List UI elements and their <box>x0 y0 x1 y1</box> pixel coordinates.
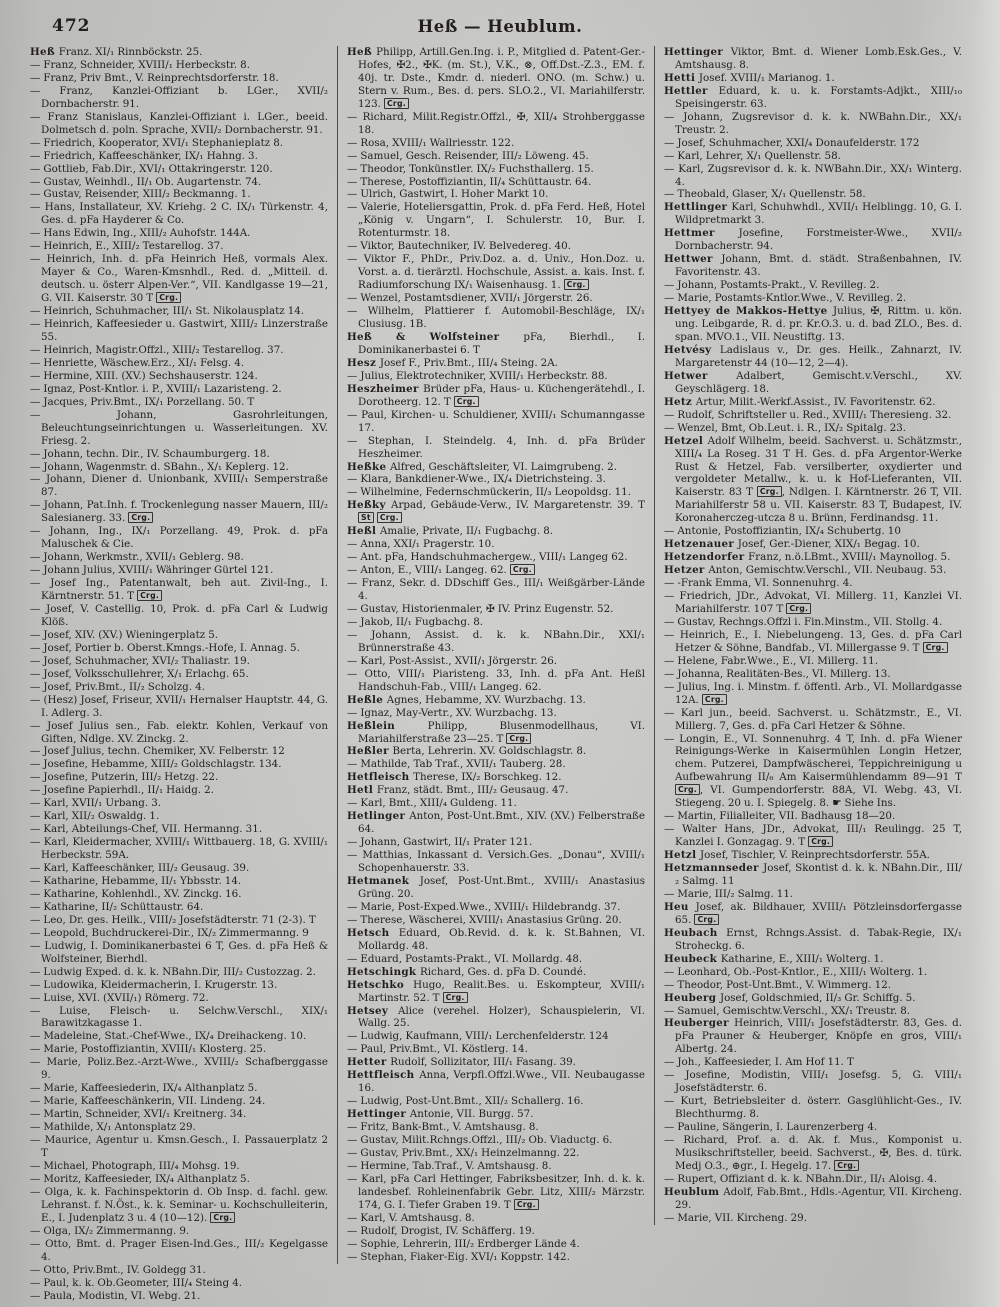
directory-entry: — Josef, Schuhmacher, XVI/₂ Thaliastr. 19. <box>30 654 250 667</box>
directory-entry: — Marie, VII. Kircheng. 29. <box>664 1211 807 1224</box>
boxed-abbreviation-tag: Crg. <box>834 1160 859 1171</box>
directory-entry: — Heinrich, Inh. d. pFa Heinrich Heß, vormals Alex. Mayer & Co., Waren-Kmsnhdl., Red. d. „Mitteil. d. deutsch. u. österr Alpen-Ver.“, VII. Kandlgasse 19—21, G. VII. Kaiserstr. 30 T Crg. <box>30 253 328 305</box>
page-header <box>0 14 1000 48</box>
boxed-abbreviation-tag: Crg. <box>443 992 468 1003</box>
directory-entry: — Therese, Wäscherei, XVIII/₁ Anastasius Grüng. 20. <box>347 913 622 926</box>
boxed-abbreviation-tag: Crg. <box>514 1199 539 1210</box>
directory-entry: — Klara, Bankdiener-Wwe., IX/₄ Dietrichsteing. 3. <box>347 473 606 486</box>
page-number: 472 <box>52 16 91 36</box>
directory-entry: — Franz, Kanzlei-Offiziant b. LGer., XVII/₂ Dornbacherstr. 91. <box>30 84 328 110</box>
directory-entry: — Luise, XVI. (XVII/₁) Römerg. 72. <box>30 991 209 1004</box>
directory-entry: — Leonhard, Ob.-Post-Kntlor., E., XIII/₁ Wolterg. 1. <box>664 965 928 978</box>
directory-entry: — Ludwig Exped. d. k. k. NBahn.Dir, III/₂ Custozzag. 2. <box>30 965 316 978</box>
directory-entry: Heßky Arpad, Gebäude-Verw., IV. Margaretenstr. 39. T St Crg. <box>347 499 646 523</box>
directory-entry: — Karl, XII/₂ Oswaldg. 1. <box>30 810 160 823</box>
directory-entry: Hettler Eduard, k. u. k. Forstamts-Adjkt., XIII/₁₀ Speisingerstr. 63. <box>664 84 962 110</box>
directory-entry: — Marie, Postoffiziantin, XVIII/₁ Klosterg. 25. <box>30 1043 267 1056</box>
directory-entry: — Josefine, Modistin, VIII/₁ Josefsg. 5, G. VIII/₁ Josefstädterstr. 6. <box>664 1069 962 1095</box>
directory-entry: — Rosa, XVIII/₁ Wallriesstr. 122. <box>347 136 515 149</box>
directory-entry: — Franz Stanislaus, Kanzlei-Offiziant i. LGer., beeid. Dolmetsch d. poln. Sprache, XVII/₂ Dornbacherstr. 91. <box>30 110 328 136</box>
directory-entry: Hesz Josef F., Priv.Bmt., III/₄ Steing. 2A. <box>347 356 558 369</box>
entry-surname: Heubeck <box>664 952 721 965</box>
directory-entry: — Richard, Milit.Registr.Offzl., ✠, XII/₄ Strohberggasse 18. <box>347 110 645 136</box>
directory-entry: Heß Philipp, Artill.Gen.Ing. i. P., Mitglied d. Patent-Ger.-Hofes, ✠2., ✠K. (m. St.), V.K., ⊗, Off.Dst.-Z.3., EM. f. 40j. tr. Dste., Kmdr. d. niederl. ONO. (m. Schw.) u. Stern v. Rum., Bes. d. pers. SLO.2., VI. Mariahilferstr. 123. Crg. <box>347 46 645 110</box>
directory-entry: Heuberger Heinrich, VIII/₁ Josefstädterstr. 83, Ges. d. pFa Prauner & Heuberger, Knöpfe en gros, VIII/₁ Albertg. 24. <box>664 1017 962 1056</box>
directory-entry: — Antonie, Postoffiziantin, IX/₄ Schubertg. 10 <box>664 525 901 538</box>
entry-surname: Hetzel <box>664 434 708 447</box>
entry-surname: Hetti <box>664 71 699 84</box>
directory-entry: — Katharine, Hebamme, II/₁ Ybbsstr. 14. <box>30 875 242 887</box>
directory-entry: — Hermine, Tab.Traf., V. Amtshausg. 8. <box>347 1159 552 1172</box>
directory-entry: — Olga, k. k. Fachinspektorin d. Ob Insp. d. fachl. gew. Lehranst. f. N.Öst., k. k. Seminar- u. Kochschulleiterin, E., I. Judenplatz 3 u. 4 (10—12). Crg. <box>30 1185 328 1224</box>
entry-surname: Hettwer <box>664 253 722 266</box>
entry-surname: Heßl <box>347 525 380 538</box>
directory-entry: — Johanna, Realitäten-Bes., VI. Millerg. 13. <box>664 667 891 680</box>
entry-surname: Hettlinger <box>664 201 732 214</box>
directory-entry: — Henriette, Wäschew.Erz., XI/₁ Felsg. 4. <box>30 356 245 369</box>
directory-entry: — Johann, Diener d. Unionbank, XVIII/₁ Semperstraße 87. <box>30 473 328 499</box>
directory-entry: — Ignaz, Post-Kntlor. i. P., XVIII/₁ Lazaristeng. 2. <box>30 382 282 395</box>
directory-entry: — Kurt, Betriebsleiter d. österr. Gasglühlicht-Ges., IV. Blechthurmg. 8. <box>664 1095 962 1121</box>
directory-entry: — Gustav, Rechngs.Offzl i. Fin.Minstm., VII. Stollg. 4. <box>664 615 943 628</box>
entry-surname: Hetzendorfer <box>664 551 749 564</box>
entry-surname: Heu <box>664 900 696 913</box>
entry-surname: Heßlein <box>347 719 428 732</box>
boxed-abbreviation-tag: Crg. <box>808 836 833 847</box>
entry-surname: Hetzl <box>664 849 700 862</box>
directory-entry: — Otto, VIII/₁ Piaristeng. 33, Inh. d. pFa Ant. Heßl Handschuh-Fab., VIII/₁ Langeg. 62. <box>347 667 645 693</box>
directory-entry: — Karl, Lehrer, X/₁ Quellenstr. 58. <box>664 149 841 162</box>
entry-surname: Heszheimer <box>347 382 424 395</box>
directory-entry: — Theodor, Tonkünstler. IX/₂ Fuchsthallerg. 15. <box>347 162 594 175</box>
entry-surname: Heubach <box>664 926 727 939</box>
directory-entry: Heubeck Katharine, E., XIII/₁ Wolterg. 1. <box>664 952 884 965</box>
directory-entry: — Rudolf, Schriftsteller u. Red., XVIII/₁ Theresieng. 32. <box>664 408 952 421</box>
directory-entry: — Ignaz, May-Vertr., XV. Wurzbachg. 13. <box>347 706 557 719</box>
directory-entry: — Paul, Kirchen- u. Schuldiener, XVIII/₁ Schumanngasse 17. <box>347 408 645 434</box>
directory-entry: Hettyey de Makkos-Hettye Julius, ✠, Rittm. u. kön. ung. Leibgarde, R. d. pr. Kr.O.3. u. d. bad ZLO., Bes. d. span. MVO.1., VII. Neustiftg. 13. <box>664 305 962 343</box>
directory-entry: — Paul, k. k. Ob.Geometer, III/₄ Steing 4. <box>30 1276 243 1289</box>
directory-entry: — Josef, V. Castellig. 10, Prok. d. pFa Carl & Ludwig Klöß. <box>30 602 328 628</box>
directory-entry: — Heinrich, E., XIII/₂ Testarellog. 37. <box>30 240 224 253</box>
directory-entry: — Helene, Fabr.Wwe., E., VI. Millerg. 11. <box>664 654 878 667</box>
directory-entry: — Marie, III/₂ Salmg. 11. <box>664 887 794 900</box>
directory-entry: — Eduard, Postamts-Prakt., VI. Mollardg. 48. <box>347 952 583 965</box>
directory-entry: — Johann, Assist. d. k. k. NBahn.Dir., XXI/₁ Brünnerstraße 43. <box>347 628 645 654</box>
directory-entry: Hetlinger Anton, Post-Unt.Bmt., XIV. (XV.) Felberstraße 64. <box>347 810 645 836</box>
directory-entry: — Longin, E., VI. Sonnenuhrg. 4 T, Inh. d. pFa Wiener Reinigungs-Werke in Kaisermühlen Longin Hetzer, chem. Putzerei, Dampfwäscherei, Teppichreinigung u Aufbewahrung II/₆ Am Kaisermühlendamm 89—91 T Crg. , VI. Gumpendorferstr. 88A, VI. Webg. 43, VI. Stiegeng. 20 u. I. Spiegelg. 8. ☛ Siehe Ins. <box>664 732 962 810</box>
directory-entry: Hetsey Alice (verehel. Holzer), Schauspielerin, VI. Wallg. 25. <box>347 1004 645 1030</box>
entry-surname: Heß <box>347 46 377 58</box>
directory-entry: — Wenzel, Postamtsdiener, XVII/₁ Jörgerstr. 26. <box>347 292 593 305</box>
entry-surname: Heßke <box>347 460 390 473</box>
directory-entry: — Stephan, I. Steindelg. 4, Inh. d. pFa Brüder Heszheimer. <box>347 434 645 460</box>
directory-entry: — Marie, Kaffeesiederin, IX/₄ Althanplatz 5. <box>30 1082 258 1095</box>
directory-entry: Hetzmannseder Josef, Skontist d. k. k. NBahn.Dir., III/₂ Salmg. 11 <box>664 862 962 887</box>
directory-entry: Hetz Artur, Milit.-Werkf.Assist., IV. Favoritenstr. 62. <box>664 395 936 408</box>
directory-entry: — Jacques, Priv.Bmt., IX/₁ Porzellang. 50. T <box>30 395 255 408</box>
directory-entry: — Josef Ing., Patentanwalt, beh aut. Zivil-Ing., I. Kärntnerstr. 51. T Crg. <box>30 577 328 603</box>
directory-entry: — Samuel, Gesch. Reisender, III/₂ Löweng. 45. <box>347 149 589 162</box>
directory-entry: Hettwer Johann, Bmt. d. städt. Straßenbahnen, IV. Favoritenstr. 43. <box>664 253 963 279</box>
boxed-abbreviation-tag: Crg. <box>702 694 727 705</box>
directory-entry: Heß Franz. XI/₁ Rinnböckstr. 25. <box>30 46 203 58</box>
entry-surname: Hetvésy <box>664 343 720 356</box>
directory-entry: — Fritz, Bank-Bmt., V. Amtshausg. 8. <box>347 1121 539 1134</box>
column-2 <box>337 46 645 1264</box>
directory-entry: — Karl, Post-Assist., XVII/₁ Jörgerstr. 26. <box>347 654 558 667</box>
directory-entry: — Josef Julius, techn. Chemiker, XV. Felberstr. 12 <box>30 745 285 758</box>
directory-entry: — Franz, Priv Bmt., V. Reinprechtsdorferstr. 18. <box>30 71 279 84</box>
directory-entry: — Richard, Prof. a. d. Ak. f. Mus., Komponist u. Musikschriftsteller, beeid. Sachverst., ✠, Bes. d. türk. Medj O.3., ⊕gr., I. Hegelg. 17. Crg. <box>664 1134 962 1172</box>
boxed-abbreviation-tag: Crg. <box>137 590 162 601</box>
directory-entry: — Mathilde, X/₁ Antonsplatz 29. <box>30 1121 196 1134</box>
directory-entry: — Viktor, Bautechniker, IV. Belvedereg. 40. <box>347 240 571 253</box>
directory-entry: — Julius, Ing. i. Minstm. f. öffentl. Arb., VI. Mollardgasse 12A. Crg. <box>664 680 962 706</box>
directory-entry: — Samuel, Gemischtw.Verschl., XX/₁ Treustr. 8. <box>664 1004 911 1017</box>
directory-entry: — Ludowika, Kleidermacherin, I. Krugerstr. 13. <box>30 978 278 991</box>
directory-entry: — Karl, Kleidermacher, XVIII/₁ Wittbauerg. 18, G. XVIII/₁ Herbeckstr. 59A. <box>30 836 328 862</box>
directory-entry: — Pauline, Sängerin, I. Laurenzerberg 4. <box>664 1121 878 1134</box>
entry-surname: Hettinger <box>664 46 731 58</box>
directory-entry: — Leopold, Buchdruckerei-Dir., IX/₂ Zimmermanng. 9 <box>30 926 309 939</box>
directory-entry: Heublum Adolf, Fab.Bmt., Hdls.-Agentur, VII. Kircheng. 29. <box>664 1185 962 1211</box>
entry-surname: Heßle <box>347 693 387 706</box>
boxed-abbreviation-tag: Crg. <box>210 1212 235 1223</box>
directory-entry: Hettmer Josefine, Forstmeister-Wwe., XVII/₂ Dornbacherstr. 94. <box>664 227 962 253</box>
directory-entry: Hettinger Viktor, Bmt. d. Wiener Lomb.Esk.Ges., V. Amtshausg. 8. <box>664 46 962 71</box>
directory-entry: — Friedrich, Kaffeeschänker, IX/₁ Hahng. 3. <box>30 149 258 162</box>
directory-columns <box>30 46 972 1302</box>
directory-entry: Hetti Josef. XVIII/₁ Marianog. 1. <box>664 71 835 84</box>
boxed-abbreviation-tag: Crg. <box>675 784 700 795</box>
directory-entry: — Johann, Werkmstr., XVII/₁ Geblerg. 98. <box>30 551 244 564</box>
entry-surname: Hetfleisch <box>347 771 414 784</box>
directory-entry: — Ulrich, Gastwirt, I. Hoher Markt 10. <box>347 188 549 201</box>
entry-surname: Hetter <box>347 1056 391 1069</box>
directory-entry: — Johann, Zugsrevisor d. k. k. NWBahn.Dir., XX/₁ Treustr. 2. <box>664 110 962 136</box>
directory-entry: — Gottlieb, Fab.Dir., XVI/₁ Ottakringerstr. 120. <box>30 162 273 175</box>
boxed-abbreviation-tag: Crg. <box>454 396 479 407</box>
directory-entry: — Martin, Filialleiter, VII. Badhausg 18—20. <box>664 810 896 823</box>
directory-entry: — Anna, XXI/₁ Pragerstr. 10. <box>347 538 495 551</box>
boxed-abbreviation-tag: Crg. <box>156 292 181 303</box>
directory-entry: Hetschingk Richard, Ges. d. pFa D. Coundé. <box>347 965 587 978</box>
boxed-abbreviation-tag: Crg. <box>384 98 409 109</box>
directory-entry: Hetzenauer Josef, Ger.-Diener, XIX/₁ Begag. 10. <box>664 538 920 551</box>
directory-entry: — Heinrich, Kaffeesieder u. Gastwirt, XIII/₂ Linzerstraße 55. <box>30 318 328 343</box>
directory-entry: Hetvésy Ladislaus v., Dr. ges. Heilk., Zahnarzt, IV. Margaretenstr 44 (10—12, 2—4). <box>664 343 962 369</box>
directory-entry: — Karl, V. Amtshausg. 8. <box>347 1211 475 1224</box>
directory-entry: — Johann, Postamts-Prakt., V. Revilleg. 2. <box>664 279 880 292</box>
entry-surname: Hetschko <box>347 978 414 991</box>
directory-entry: — Katharine, II/₂ Schüttaustr. 64. <box>30 900 204 913</box>
directory-entry: — Maurice, Agentur u. Kmsn.Gesch., I. Passauerplatz 2 T <box>30 1134 328 1160</box>
directory-entry: — Franz, Schneider, XVIII/₁ Herbeckstr. 8. <box>30 58 250 71</box>
directory-entry: — (Hesz) Josef, Friseur, XVII/₁ Hernalser Hauptstr. 44, G. I. Adlerg. 3. <box>30 693 328 719</box>
entry-surname: Hettmer <box>664 227 739 240</box>
directory-entry: Hetl Franz, städt. Bmt., III/₂ Geusaug. 47. <box>347 784 569 797</box>
directory-entry: Hetschko Hugo, Realit.Bes. u. Eskompteur, XVIII/₁ Martinstr. 52. T Crg. <box>347 978 645 1004</box>
directory-entry: — Franz, Sekr. d. DDschiff Ges., III/₁ Weißgärber-Lände 4. <box>347 577 645 603</box>
directory-entry: — Johann, Gastwirt, II/₁ Prater 121. <box>347 836 533 849</box>
directory-entry: — Johann, techn. Dir., IV. Schaumburgerg. 18. <box>30 447 270 460</box>
entry-surname: Heublum <box>664 1185 724 1198</box>
entry-surname: Hettfleisch <box>347 1069 420 1082</box>
directory-entry: Hetzendorfer Franz, n.ö.LBmt., XVIII/₁ Maynollog. 5. <box>664 551 951 564</box>
directory-entry: Heszheimer Brüder pFa, Haus- u. Küchengerätehdl., I. Dorotheerg. 12. T Crg. <box>347 382 645 408</box>
directory-entry: Hettinger Antonie, VII. Burgg. 57. <box>347 1108 534 1121</box>
directory-entry: — Theobald, Glaser, X/₁ Quellenstr. 58. <box>664 188 866 201</box>
boxed-abbreviation-tag: Crg. <box>377 512 402 523</box>
boxed-abbreviation-tag: Crg. <box>757 486 782 497</box>
boxed-abbreviation-tag: St <box>358 512 374 523</box>
directory-entry: — Sophie, Lehrerin, III/₂ Erdberger Lände 4. <box>347 1237 580 1250</box>
directory-entry: — Moritz, Kaffeesieder, IX/₄ Althanplatz 5. <box>30 1172 250 1185</box>
entry-surname: Hetzer <box>664 564 709 577</box>
entry-surname: Hetwer <box>664 369 737 382</box>
directory-entry: — Viktor F., PhDr., Priv.Doz. a. d. Univ., Hon.Doz. u. Vorst. a. d. tierärztl. Hochschule, Assist. a. kais. Inst. f. Radiumforschung IX/₁ Waisenhausg. 1. Crg. <box>347 253 645 292</box>
entry-surname: Hetzenauer <box>664 538 738 551</box>
directory-entry: — Gustav, Priv.Bmt., XX/₁ Heinzelmanng. 22. <box>347 1147 580 1160</box>
entry-surname: Heuberger <box>664 1017 735 1030</box>
directory-entry: Heubach Ernst, Rchngs.Assist. d. Tabak-Regie, IX/₁ Stroheckg. 6. <box>664 926 962 952</box>
entry-surname: Hetsey <box>347 1004 399 1017</box>
column-1 <box>30 46 328 1302</box>
directory-entry: — Martin, Schneider, XVI/₁ Kreitnerg. 34. <box>30 1108 247 1121</box>
directory-entry: — Hans, Installateur, XV. Kriehg. 2 C. IX/₁ Türkenstr. 4, Ges. d. pFa Hayderer & Co. <box>30 201 328 227</box>
column-3 <box>654 46 962 1225</box>
directory-entry: — Ludwig, Kaufmann, VIII/₁ Lerchenfelderstr. 124 <box>347 1030 609 1043</box>
page-title: Heß — Heublum. <box>417 17 583 36</box>
directory-entry: — Matthias, Inkassant d. Versich.Ges. „Donau“, XVIII/₁ Schopenhauerstr. 33. <box>347 849 645 875</box>
directory-entry: — Hermine, XIII. (XV.) Sechshauserstr. 124. <box>30 369 258 382</box>
directory-entry: — Josef, XIV. (XV.) Wieningerplatz 5. <box>30 628 219 641</box>
directory-entry: Hettfleisch Anna, Verpfl.Offzl.Wwe., VII. Neubaugasse 16. <box>347 1069 645 1095</box>
directory-entry: — Theodor, Post-Unt.Bmt., V. Wimmerg. 12. <box>664 978 892 991</box>
entry-surname: Hetzmannseder <box>664 862 764 875</box>
directory-entry: — Otto, Priv.Bmt., IV. Goldegg 31. <box>30 1263 206 1276</box>
directory-entry: — Karl, Zugsrevisor d. k. k. NWBahn.Dir., XX/₁ Winterg. 4. <box>664 162 962 188</box>
entry-surname: Heß & Wolfsteiner <box>347 330 524 343</box>
directory-entry: — Wilhelm, Plattierer f. Automobil-Beschläge, IX/₁ Clusiusg. 1B. <box>347 305 645 331</box>
directory-entry: Hetfleisch Therese, IX/₂ Borschkeg. 12. <box>347 771 562 784</box>
entry-surname: Hettler <box>664 84 719 97</box>
directory-entry: — Mathilde, Tab Traf., XVII/₁ Tauberg. 28. <box>347 758 566 771</box>
directory-entry: — Karl jun., beeid. Sachverst. u. Schätzmstr., E., VI. Millerg. 7, Ges. d. pFa Carl Hetzer & Söhne. <box>664 706 962 732</box>
directory-entry: — Heinrich, Schuhmacher, III/₁ St. Nikolausplatz 14. <box>30 305 305 318</box>
directory-entry: — Friedrich, Kooperator, XVI/₁ Stephanieplatz 8. <box>30 136 284 149</box>
directory-entry: — Karl, XVII/₁ Urbang. 3. <box>30 797 162 810</box>
directory-entry: — Marie, Post-Exped.Wwe., XVIII/₁ Hildebrandg. 37. <box>347 900 621 913</box>
directory-entry: Heuberg Josef, Goldschmied, II/₃ Gr. Schiffg. 5. <box>664 991 916 1004</box>
directory-entry: — Johann, Wagenmstr. d. SBahn., X/₁ Keplerg. 12. <box>30 460 289 473</box>
directory-entry: — Josef, Priv.Bmt., II/₂ Scholzg. 4. <box>30 680 205 693</box>
directory-entry: Hetzer Anton, Gemischtw.Verschl., VII. Neubaug. 53. <box>664 564 947 577</box>
directory-entry: Hetwer Adalbert, Gemischt.v.Verschl., XV. Geyschlägerg. 18. <box>664 369 962 395</box>
directory-entry: — Josefine, Hebamme, XIII/₂ Goldschlagstr. 134. <box>30 758 282 771</box>
directory-entry: Hetter Rudolf, Sollizitator, III/₁ Fasang. 39. <box>347 1056 576 1069</box>
directory-entry: — Paul, Priv.Bmt., VI. Köstlerg. 14. <box>347 1043 528 1056</box>
directory-entry: — Gustav, Milit.Rchngs.Offzl., III/₂ Ob. Viaductg. 6. <box>347 1134 613 1147</box>
directory-entry: — -Frank Emma, VI. Sonnenuhrg. 4. <box>664 577 853 590</box>
directory-entry: — Heinrich, Magistr.Offzl., XIII/₂ Testarellog. 37. <box>30 343 284 356</box>
boxed-abbreviation-tag: Crg. <box>786 603 811 614</box>
directory-entry: Hetzel Adolf Wilhelm, beeid. Sachverst. u. Schätzmstr., XIII/₄ La Roseg. 31 T H. Ges. d. pFa Argentor-Werke Rust & Hetzel, Fab. versilberter, oxydierter und vergoldeter Metallw., k. u. k Hof-Lieferanten, VII. Kaiserstr. 83 T Crg. , Ndlgen. I. Kärntnerstr. 26 T, VII. Mariahilferstr 58 u. VII. Kaiserstr. 83 T, Budapest, IV. Koronaherczeg-utcza 8 u. Brünn, Ferdinandsg. 11. <box>664 434 962 525</box>
directory-entry: Hetsch Eduard, Ob.Revid. d. k. k. St.Bahnen, VI. Mollardg. 48. <box>347 926 645 952</box>
directory-entry: — Madeleine, Stat.-Chef-Wwe., IX/₄ Dreihackeng. 10. <box>30 1030 307 1043</box>
directory-entry: — Paula, Modistin, VI. Webg. 21. <box>30 1289 201 1302</box>
entry-surname: Hetmanek <box>347 875 420 887</box>
directory-entry: — Jakob, II/₁ Fugbachg. 8. <box>347 615 484 628</box>
directory-entry: Heßlein Philipp, Blusenmodellhaus, VI. Mariahilferstraße 23—25. T Crg. <box>347 719 646 745</box>
directory-entry: — Heinrich, E., I. Niebelungeng. 13, Ges. d. pFa Carl Hetzer & Söhne, Bandfab., VI. Millergasse 9. T Crg. <box>664 628 962 654</box>
entry-surname: Hetl <box>347 784 377 797</box>
directory-entry: — Marie, Postamts-Kntlor.Wwe., V. Revilleg. 2. <box>664 292 907 305</box>
boxed-abbreviation-tag: Crg. <box>128 512 153 523</box>
directory-entry: Heßle Agnes, Hebamme, XV. Wurzbachg. 13. <box>347 693 586 706</box>
directory-entry: — Luise, Fleisch- u. Selchw.Verschl., XIX/₁ Barawitzkagasse 1. <box>30 1004 328 1030</box>
directory-entry: — Hans Edwin, Ing., XIII/₂ Auhofstr. 144A. <box>30 227 251 240</box>
directory-entry: — Ant. pFa, Handschuhmachergew., VIII/₁ Langeg 62. <box>347 551 628 564</box>
directory-entry: — Karl, Abteilungs-Chef, VII. Hermanng. 31. <box>30 823 263 836</box>
directory-entry: — Johann, Gasrohrleitungen, Beleuchtungseinrichtungen u. Wasserleitungen. XV. Friesg. 2. <box>30 408 328 447</box>
directory-entry: — Katharine, Kohlenhdl., XV. Zinckg. 16. <box>30 887 242 900</box>
entry-surname: Hetschingk <box>347 965 421 978</box>
entry-surname: Heuberg <box>664 991 720 1004</box>
entry-surname: Heßky <box>347 499 392 512</box>
directory-entry: — Marie, Poliz.Bez.-Arzt-Wwe., XVIII/₂ Schafberggasse 9. <box>30 1056 328 1082</box>
directory-entry: — Josef Julius sen., Fab. elektr. Kohlen, Verkauf von Giften, Ndlge. XV. Zinckg. 2. <box>30 719 328 745</box>
directory-entry: — Stephan, Fiaker-Eig. XVI/₁ Koppstr. 142. <box>347 1250 570 1263</box>
directory-entry: — Karl, Kaffeeschänker, III/₂ Geusaug. 39. <box>30 862 250 875</box>
directory-entry: — Karl, pFa Carl Hettinger, Fabriksbesitzer, Inh. d. k. k. landesbef. Rohleinenfabrik Gebr. Litz, XIII/₂ Märzstr. 174, G. I. Tiefer Graben 19. T Crg. <box>347 1172 645 1211</box>
boxed-abbreviation-tag: Crg. <box>506 733 531 744</box>
directory-entry: — Johann Julius, XVIII/₁ Währinger Gürtel 121. <box>30 564 274 577</box>
directory-entry: — Otto, Bmt. d. Prager Eisen-Ind.Ges., III/₂ Kegelgasse 4. <box>30 1237 328 1263</box>
entry-surname: Hesz <box>347 356 380 369</box>
directory-entry: — Gustav, Weinhdl., II/₁ Ob. Augartenstr. 74. <box>30 175 262 188</box>
directory-entry: — Rudolf, Drogist, IV. Schäfferg. 19. <box>347 1224 535 1237</box>
directory-entry: — Therese, Postoffiziantin, II/₄ Schüttaustr. 64. <box>347 175 592 188</box>
directory-entry: — Anton, E., VIII/₁ Langeg. 62. Crg. <box>347 564 645 577</box>
directory-entry: — Ludwig, I. Dominikanerbastei 6 T, Ges. d. pFa Heß & Wolfsteiner, Bierhdl. <box>30 939 328 965</box>
directory-entry: — Josef, Portier b. Oberst.Kmngs.-Hofe, I. Annag. 5. <box>30 641 300 654</box>
directory-entry: — Olga, IX/₂ Zimmermanng. 9. <box>30 1224 190 1237</box>
entry-surname: Hettinger <box>347 1108 410 1121</box>
directory-entry: — Michael, Photograph, III/₄ Mohsg. 19. <box>30 1159 240 1172</box>
entry-surname: Hetsch <box>347 926 399 939</box>
directory-entry: — Leo, Dr. ges. Heilk., VIII/₂ Josefstädterstr. 71 (2-3). T <box>30 913 316 926</box>
directory-entry: — Gustav, Historienmaler, ✠ IV. Prinz Eugenstr. 52. <box>347 602 614 615</box>
entry-surname: Heß <box>30 46 59 58</box>
entry-surname: Hetlinger <box>347 810 410 823</box>
directory-entry: Heß & Wolfsteiner pFa, Bierhdl., I. Dominikanerbastei 6. T <box>347 330 645 356</box>
directory-entry: — Wenzel, Bmt, Ob.Leut. i. R., IX/₂ Spitalg. 23. <box>664 421 907 434</box>
directory-entry: — Wilhelmine, Federnschmückerin, II/₃ Leopoldsg. 11. <box>347 486 631 499</box>
boxed-abbreviation-tag: Crg. <box>510 564 535 575</box>
directory-entry: — Friedrich, JDr., Advokat, VI. Millerg. 11, Kanzlei VI. Mariahilferstr. 107 T Crg. <box>664 590 962 615</box>
boxed-abbreviation-tag: Crg. <box>564 279 589 290</box>
directory-entry: Heßke Alfred, Geschäftsleiter, VI. Laimgrubeng. 2. <box>347 460 618 473</box>
directory-entry: — Josef, Schuhmacher, XXI/₄ Donaufelderstr. 172 <box>664 136 920 149</box>
directory-entry: Hetmanek Josef, Post-Unt.Bmt., XVIII/₁ Anastasius Grüng. 20. <box>347 875 645 900</box>
directory-entry: — Josefine Papierhdl., II/₁ Haidg. 2. <box>30 784 214 797</box>
directory-entry: — Rupert, Offiziant d. k. k. NBahn.Dir., II/₁ Aloisg. 4. <box>664 1172 937 1185</box>
boxed-abbreviation-tag: Crg. <box>923 642 948 653</box>
directory-entry: — Johann, Ing., IX/₁ Porzellang. 49, Prok. d. pFa Maluschek & Cie. <box>30 525 328 551</box>
directory-entry: — Gustav, Reisender, XIII/₂ Beckmanng. 1. <box>30 188 251 201</box>
directory-entry: Heßl Amalie, Private, II/₁ Fugbachg. 8. <box>347 525 554 538</box>
entry-surname: Hettyey de Makkos-Hettye <box>664 305 834 318</box>
directory-entry: Hetzl Josef, Tischler, V. Reinprechtsdorferstr. 55A. <box>664 849 930 862</box>
directory-entry: — Joh., Kaffeesieder, I. Am Hof 11. T <box>664 1056 854 1069</box>
directory-entry: — Julius, Elektrotechniker, XVIII/₁ Herbeckstr. 88. <box>347 369 608 382</box>
directory-entry: — Ludwig, Post-Unt.Bmt., XII/₂ Schallerg. 16. <box>347 1095 584 1108</box>
directory-entry: Heßler Berta, Lehrerin. XV. Goldschlagstr. 8. <box>347 745 587 758</box>
directory-entry: — Karl, Bmt., XIII/₄ Guldeng. 11. <box>347 797 517 810</box>
directory-entry: Hettlinger Karl, Schuhwhdl., XVII/₁ Helblingg. 10, G. I. Wildpretmarkt 3. <box>664 201 963 227</box>
entry-surname: Hetz <box>664 395 696 408</box>
directory-entry: — Valerie, Hoteliersgattin, Prok. d. pFa Ferd. Heß, Hotel „König v. Ungarn“, I. Schulerstr. 10, Bur. I. Rotenturmstr. 18. <box>347 201 645 240</box>
directory-entry: Heu Josef, ak. Bildhauer, XVIII/₁ Pötzleinsdorfergasse 65. Crg. <box>664 900 962 926</box>
directory-entry: — Josefine, Putzerin, III/₂ Hetzg. 22. <box>30 771 219 784</box>
entry-surname: Heßler <box>347 745 393 758</box>
directory-entry: — Marie, Kaffeeschänkerin, VII. Lindeng. 24. <box>30 1095 266 1108</box>
boxed-abbreviation-tag: Crg. <box>694 914 719 925</box>
directory-entry: — Johann, Pat.Inh. f. Trockenlegung nasser Mauern, III/₂ Salesianerg. 33. Crg. <box>30 499 328 525</box>
directory-entry: — Walter Hans, JDr., Advokat, III/₁ Reulingg. 25 T, Kanzlei I. Gonzagag. 9. T Crg. <box>664 823 962 849</box>
directory-entry: — Josef, Volksschullehrer, X/₁ Erlachg. 65. <box>30 667 249 680</box>
